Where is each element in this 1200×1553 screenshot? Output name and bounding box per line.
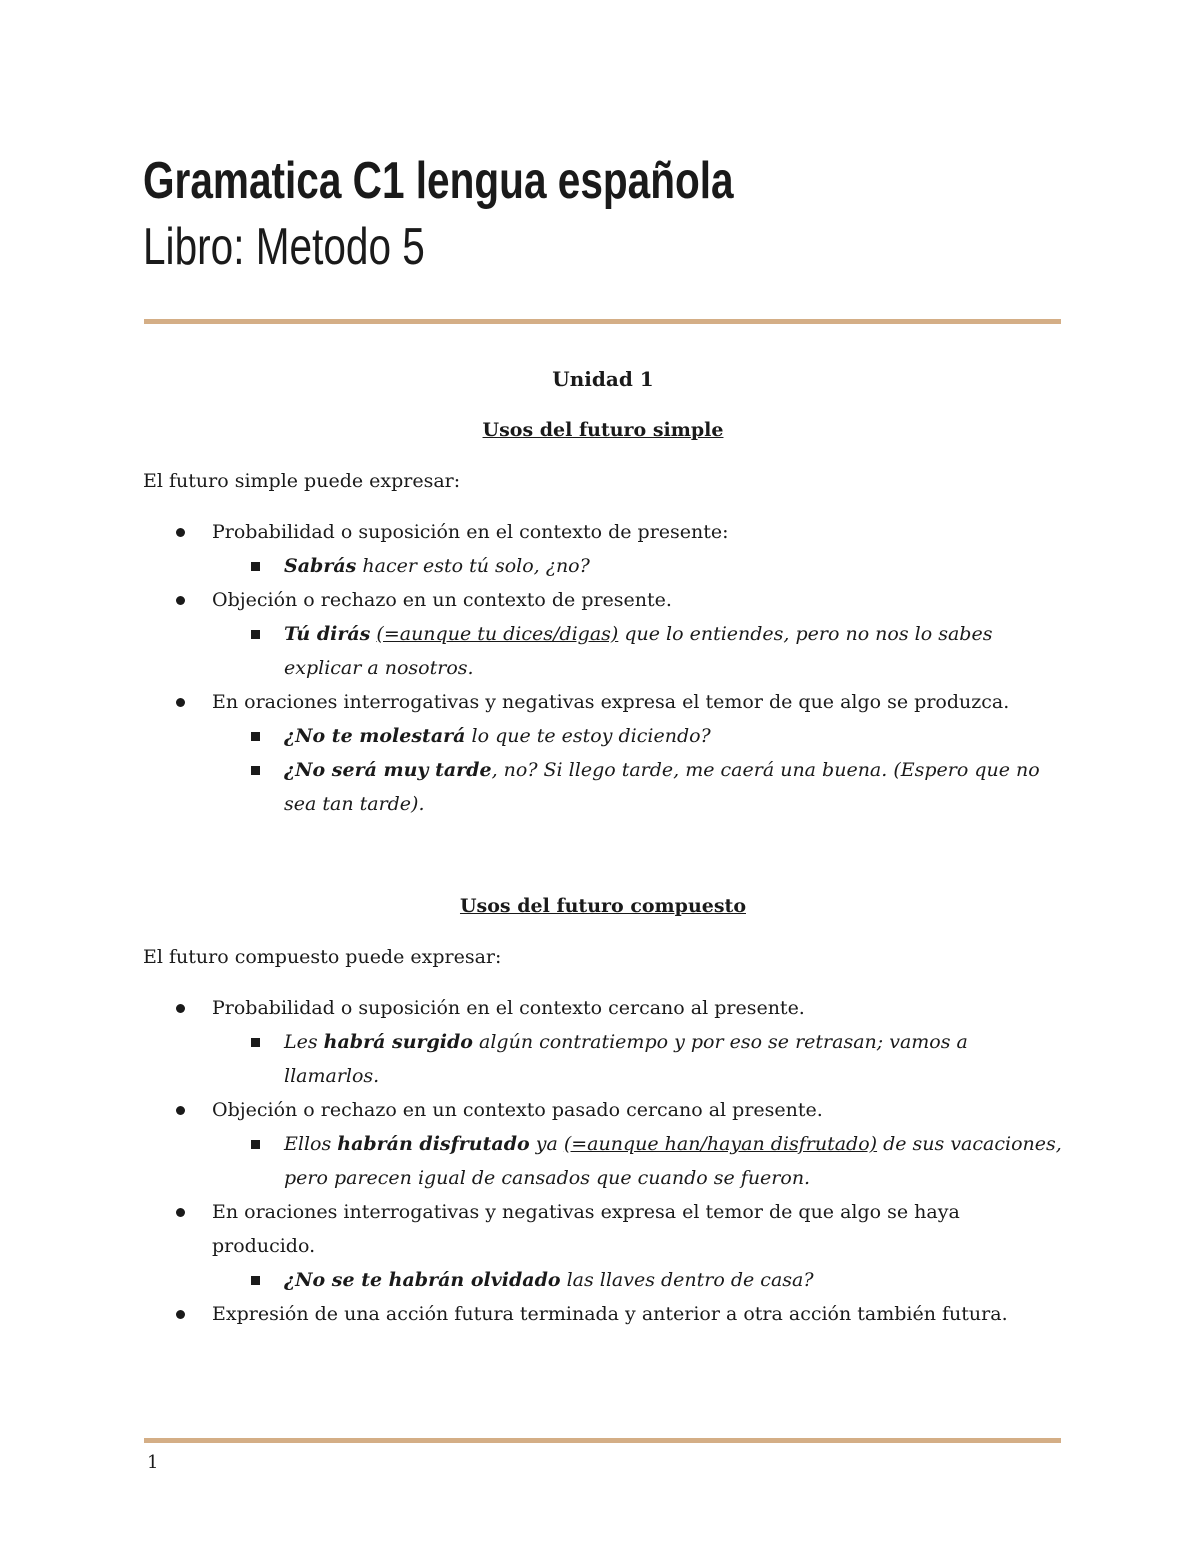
sublist-wrapper — [143, 719, 1063, 821]
example-item — [284, 753, 1063, 821]
square-bullet-icon — [251, 1276, 260, 1285]
example-list — [143, 617, 1063, 685]
bullet-icon — [176, 1004, 185, 1013]
list-item-text: Probabilidad o suposición en el contexto cercano al presente. — [212, 997, 805, 1019]
example-bold: habrán disfrutado — [337, 1133, 530, 1155]
example-text: hacer esto tú solo, ¿no? — [356, 555, 590, 577]
futuro-compuesto-list — [143, 991, 1063, 1331]
bullet-icon — [176, 596, 185, 605]
bullet-icon — [176, 1208, 185, 1217]
page-number: 1 — [147, 1452, 159, 1473]
list-item-text: Expresión de una acción futura terminada y anterior a otra acción también futura. — [212, 1303, 1008, 1325]
bullet-icon — [176, 1310, 185, 1319]
square-bullet-icon — [251, 630, 260, 639]
list-item — [143, 1195, 1063, 1263]
example-underlined: (=aunque han/hayan disfrutado) — [563, 1133, 878, 1155]
list-item — [143, 1297, 1063, 1331]
unit-heading: Unidad 1 — [552, 367, 654, 391]
example-text: algún contratiempo y por eso se retrasan; vamos a llamarlos. — [284, 1031, 968, 1087]
list-item — [143, 1093, 1063, 1127]
example-bold: ¿No será muy tarde — [284, 759, 492, 781]
example-text-pre: Les — [284, 1031, 324, 1053]
list-item — [143, 515, 1063, 549]
sublist-wrapper — [143, 1127, 1063, 1195]
list-item-text: Objeción o rechazo en un contexto de presente. — [212, 589, 672, 611]
square-bullet-icon — [251, 562, 260, 571]
example-list — [143, 1127, 1063, 1195]
example-bold: ¿No se te habrán olvidado — [284, 1269, 561, 1291]
example-item — [284, 1025, 1063, 1093]
example-item — [284, 1127, 1063, 1195]
example-bold: Tú dirás — [284, 623, 371, 645]
sublist-wrapper — [143, 1263, 1063, 1297]
square-bullet-icon — [251, 766, 260, 775]
list-item-text: En oraciones interrogativas y negativas expresa el temor de que algo se produzca. — [212, 691, 1010, 713]
header-divider — [144, 319, 1061, 324]
list-item — [143, 583, 1063, 617]
document-title — [143, 148, 861, 280]
example-bold: Sabrás — [284, 555, 357, 577]
square-bullet-icon — [251, 1140, 260, 1149]
example-text: las llaves dentro de casa? — [560, 1269, 814, 1291]
list-item-text: En oraciones interrogativas y negativas expresa el temor de que algo se haya producido. — [212, 1201, 960, 1257]
example-text: , no? Si llego tarde, me caerá una buena. (Espero que no sea tan tarde). — [284, 759, 1040, 815]
section-heading-futuro-compuesto: Usos del futuro compuesto — [459, 895, 746, 917]
example-item — [284, 617, 1063, 685]
footer-divider — [144, 1438, 1061, 1443]
sublist-wrapper — [143, 1025, 1063, 1093]
section-intro-futuro-compuesto: El futuro compuesto puede expresar: — [143, 946, 502, 968]
bullet-icon — [176, 528, 185, 537]
example-item — [284, 1263, 1063, 1297]
document-body — [143, 362, 1063, 1331]
document-title-subtitle: Libro: Metodo 5 — [143, 218, 425, 276]
example-bold: habrá surgido — [323, 1031, 473, 1053]
example-text: lo que te estoy diciendo? — [465, 725, 711, 747]
sublist-wrapper — [143, 617, 1063, 685]
example-text: de sus vacaciones, pero parecen igual de cansados que cuando se fueron. — [284, 1133, 1062, 1189]
document-title-block — [143, 148, 1063, 280]
bullet-icon — [176, 1106, 185, 1115]
example-bold: ¿No te molestará — [284, 725, 466, 747]
square-bullet-icon — [251, 1038, 260, 1047]
example-underlined: (=aunque tu dices/digas) — [376, 623, 619, 645]
list-item — [143, 991, 1063, 1025]
example-text: que lo entiendes, pero no nos lo sabes explicar a nosotros. — [284, 623, 993, 679]
section-heading-futuro-simple: Usos del futuro simple — [482, 419, 724, 441]
example-list — [143, 1263, 1063, 1297]
example-item — [284, 719, 1063, 753]
list-item — [143, 685, 1063, 719]
sublist-wrapper — [143, 549, 1063, 583]
list-item-text: Probabilidad o suposición en el contexto de presente: — [212, 521, 729, 543]
example-item — [284, 549, 1063, 583]
example-text-pre: Ellos — [284, 1133, 338, 1155]
futuro-simple-list — [143, 515, 1063, 821]
example-list — [143, 549, 1063, 583]
document-title-main: Gramatica C1 lengua española — [143, 152, 734, 210]
example-list — [143, 719, 1063, 821]
list-item-text: Objeción o rechazo en un contexto pasado cercano al presente. — [212, 1099, 823, 1121]
bullet-icon — [176, 698, 185, 707]
section-intro-futuro-simple: El futuro simple puede expresar: — [143, 470, 461, 492]
example-list — [143, 1025, 1063, 1093]
example-text-gap: ya — [529, 1133, 564, 1155]
square-bullet-icon — [251, 732, 260, 741]
